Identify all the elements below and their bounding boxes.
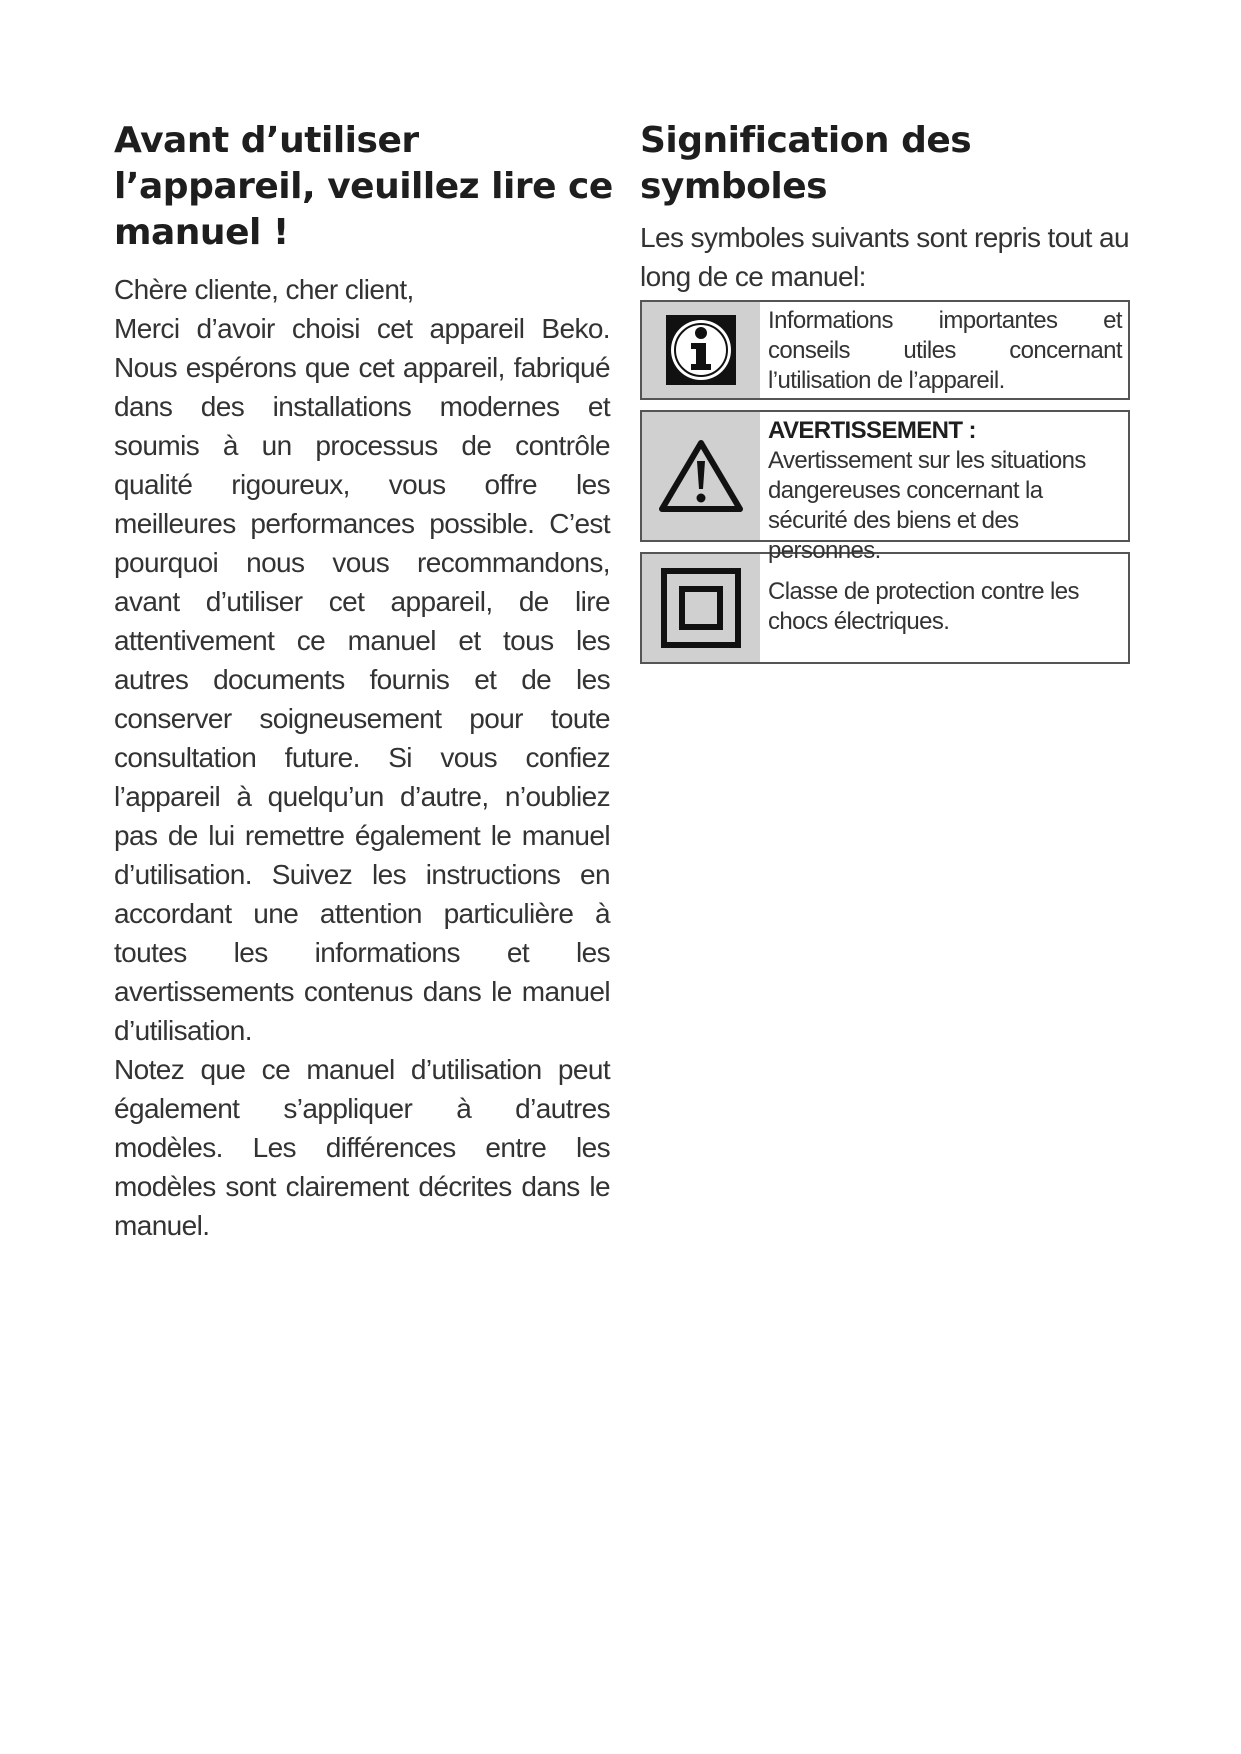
symbol-icon-cell	[642, 412, 760, 540]
warning-triangle-icon	[657, 437, 745, 515]
symbol-warning-text	[760, 412, 1128, 564]
intro-paragraph-2: Notez que ce manuel d’utilisation peut également s’appliquer à d’autres modèles. Les différences entre les modèles sont clairement décrites dans le manuel.	[114, 1054, 610, 1241]
symbols-intro: Les symboles suivants sont repris tout au long de ce manuel:	[640, 222, 1129, 292]
symbol-row-info	[640, 300, 1130, 400]
symbol-info-text: Informations importantes et conseils utiles concernant l’utilisation de l’appareil.	[768, 307, 1122, 394]
symbol-row-warning	[640, 410, 1130, 564]
symbol-row-protection-class	[640, 552, 1130, 664]
greeting: Chère cliente, cher client,	[114, 274, 414, 305]
double-square-icon	[660, 567, 742, 649]
info-icon	[664, 313, 738, 387]
symbols-table	[640, 300, 1130, 664]
symbols-column	[640, 118, 1140, 674]
warning-description: Avertissement sur les situations dangereuses concernant la sécurité des biens et des personnes.	[768, 447, 1086, 564]
intro-paragraph-1: Merci d’avoir choisi cet appareil Beko. Nous espérons que cet appareil, fabriqué dans des installations modernes et soumis à un processus de contrôle qualité rigoureux, vous offre les meilleures performances possible. C’est pourquoi nous vous recommandons, avant d’utiliser cet appareil, de lire attentivement ce manuel et tous les autres documents fournis et de les conserver soigneusement pour toute consultation future. Si vous confiez l’appareil à quelqu’un d’autre, n’oubliez pas de lui remettre également le manuel d’utilisation. Suivez les instructions en accordant une attention particulière à toutes les informations et les avertissements contenus dans le manuel d’utilisation.	[114, 313, 610, 1046]
symbol-protection-class-text: Classe de protection contre les chocs électriques.	[768, 578, 1079, 635]
symbol-icon-cell	[642, 302, 760, 398]
warning-label: AVERTISSEMENT :	[768, 417, 976, 444]
intro-column	[114, 118, 613, 1245]
symbols-heading: Signification des symboles	[640, 120, 972, 207]
symbol-icon-cell	[642, 554, 760, 662]
intro-heading: Avant d’utiliser l’appareil, veuillez lire ce manuel !	[114, 120, 613, 253]
